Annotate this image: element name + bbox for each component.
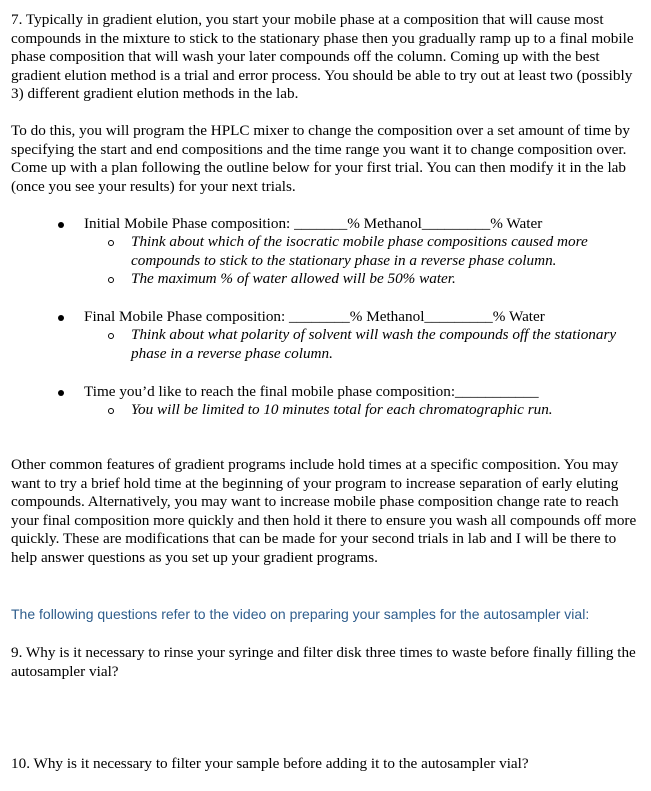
- final-time-hint: You will be limited to 10 minutes total for each chromatographic run.: [131, 401, 553, 418]
- final-time-label: Time you’d like to reach the final mobile phase composition:___________: [84, 383, 539, 400]
- question-7-instructions: To do this, you will program the HPLC mixer to change the composition over a set amount of time by specifying the start and end compositions and the time range you want it to change composition over. Come up with a plan following the outline below for your first trial. You can then modify it in the lab (once you see your results) for your next trials.: [11, 122, 630, 195]
- gradient-features-paragraph: Other common features of gradient programs include hold times at a specific composition. You may want to try a brief hold time at the beginning of your program to increase separation of early eluting compounds. Alternatively, you may want to increase mobile phase composition change rate to reach your final composition more quickly and then hold it there to ensure you wash all compounds off more quickly. These are modifications that can be made for your second trials in lab and I will be there to help answer questions as you set up your gradient programs.: [11, 456, 637, 566]
- sub-bullet-icon: [108, 333, 114, 339]
- initial-composition-water-limit: The maximum % of water allowed will be 50% water.: [131, 270, 456, 287]
- video-section-heading: The following questions refer to the video on preparing your samples for the autosampler vial:: [11, 606, 590, 622]
- final-composition-hint: Think about what polarity of solvent will wash the compounds off the stationary phase in a reverse phase column.: [131, 326, 617, 362]
- sub-bullet-icon: [108, 277, 114, 283]
- sub-bullet-icon: [108, 240, 114, 246]
- initial-composition-label: Initial Mobile Phase composition: _______% Methanol_________% Water: [84, 215, 543, 232]
- final-composition-label: Final Mobile Phase composition: ________% Methanol_________% Water: [84, 308, 545, 325]
- bullet-icon: [58, 222, 64, 228]
- sub-bullet-icon: [108, 408, 114, 414]
- question-7-intro: 7. Typically in gradient elution, you start your mobile phase at a composition that will cause most compounds in the mixture to stick to the stationary phase then you gradually ramp up to a final mobile phase composition that will wash your later compounds off the column. Coming up with the best gradient elution method is a trial and error process. You should be able to try out at least two (possibly 3) different gradient elution methods in the lab.: [11, 11, 634, 102]
- initial-composition-hint: Think about which of the isocratic mobile phase compositions caused more compounds to stick to the stationary phase in a reverse phase column.: [131, 233, 588, 269]
- bullet-icon: [58, 390, 64, 396]
- question-9: 9. Why is it necessary to rinse your syringe and filter disk three times to waste before finally filling the autosampler vial?: [11, 644, 636, 680]
- question-10: 10. Why is it necessary to filter your sample before adding it to the autosampler vial?: [11, 755, 529, 772]
- bullet-icon: [58, 315, 64, 321]
